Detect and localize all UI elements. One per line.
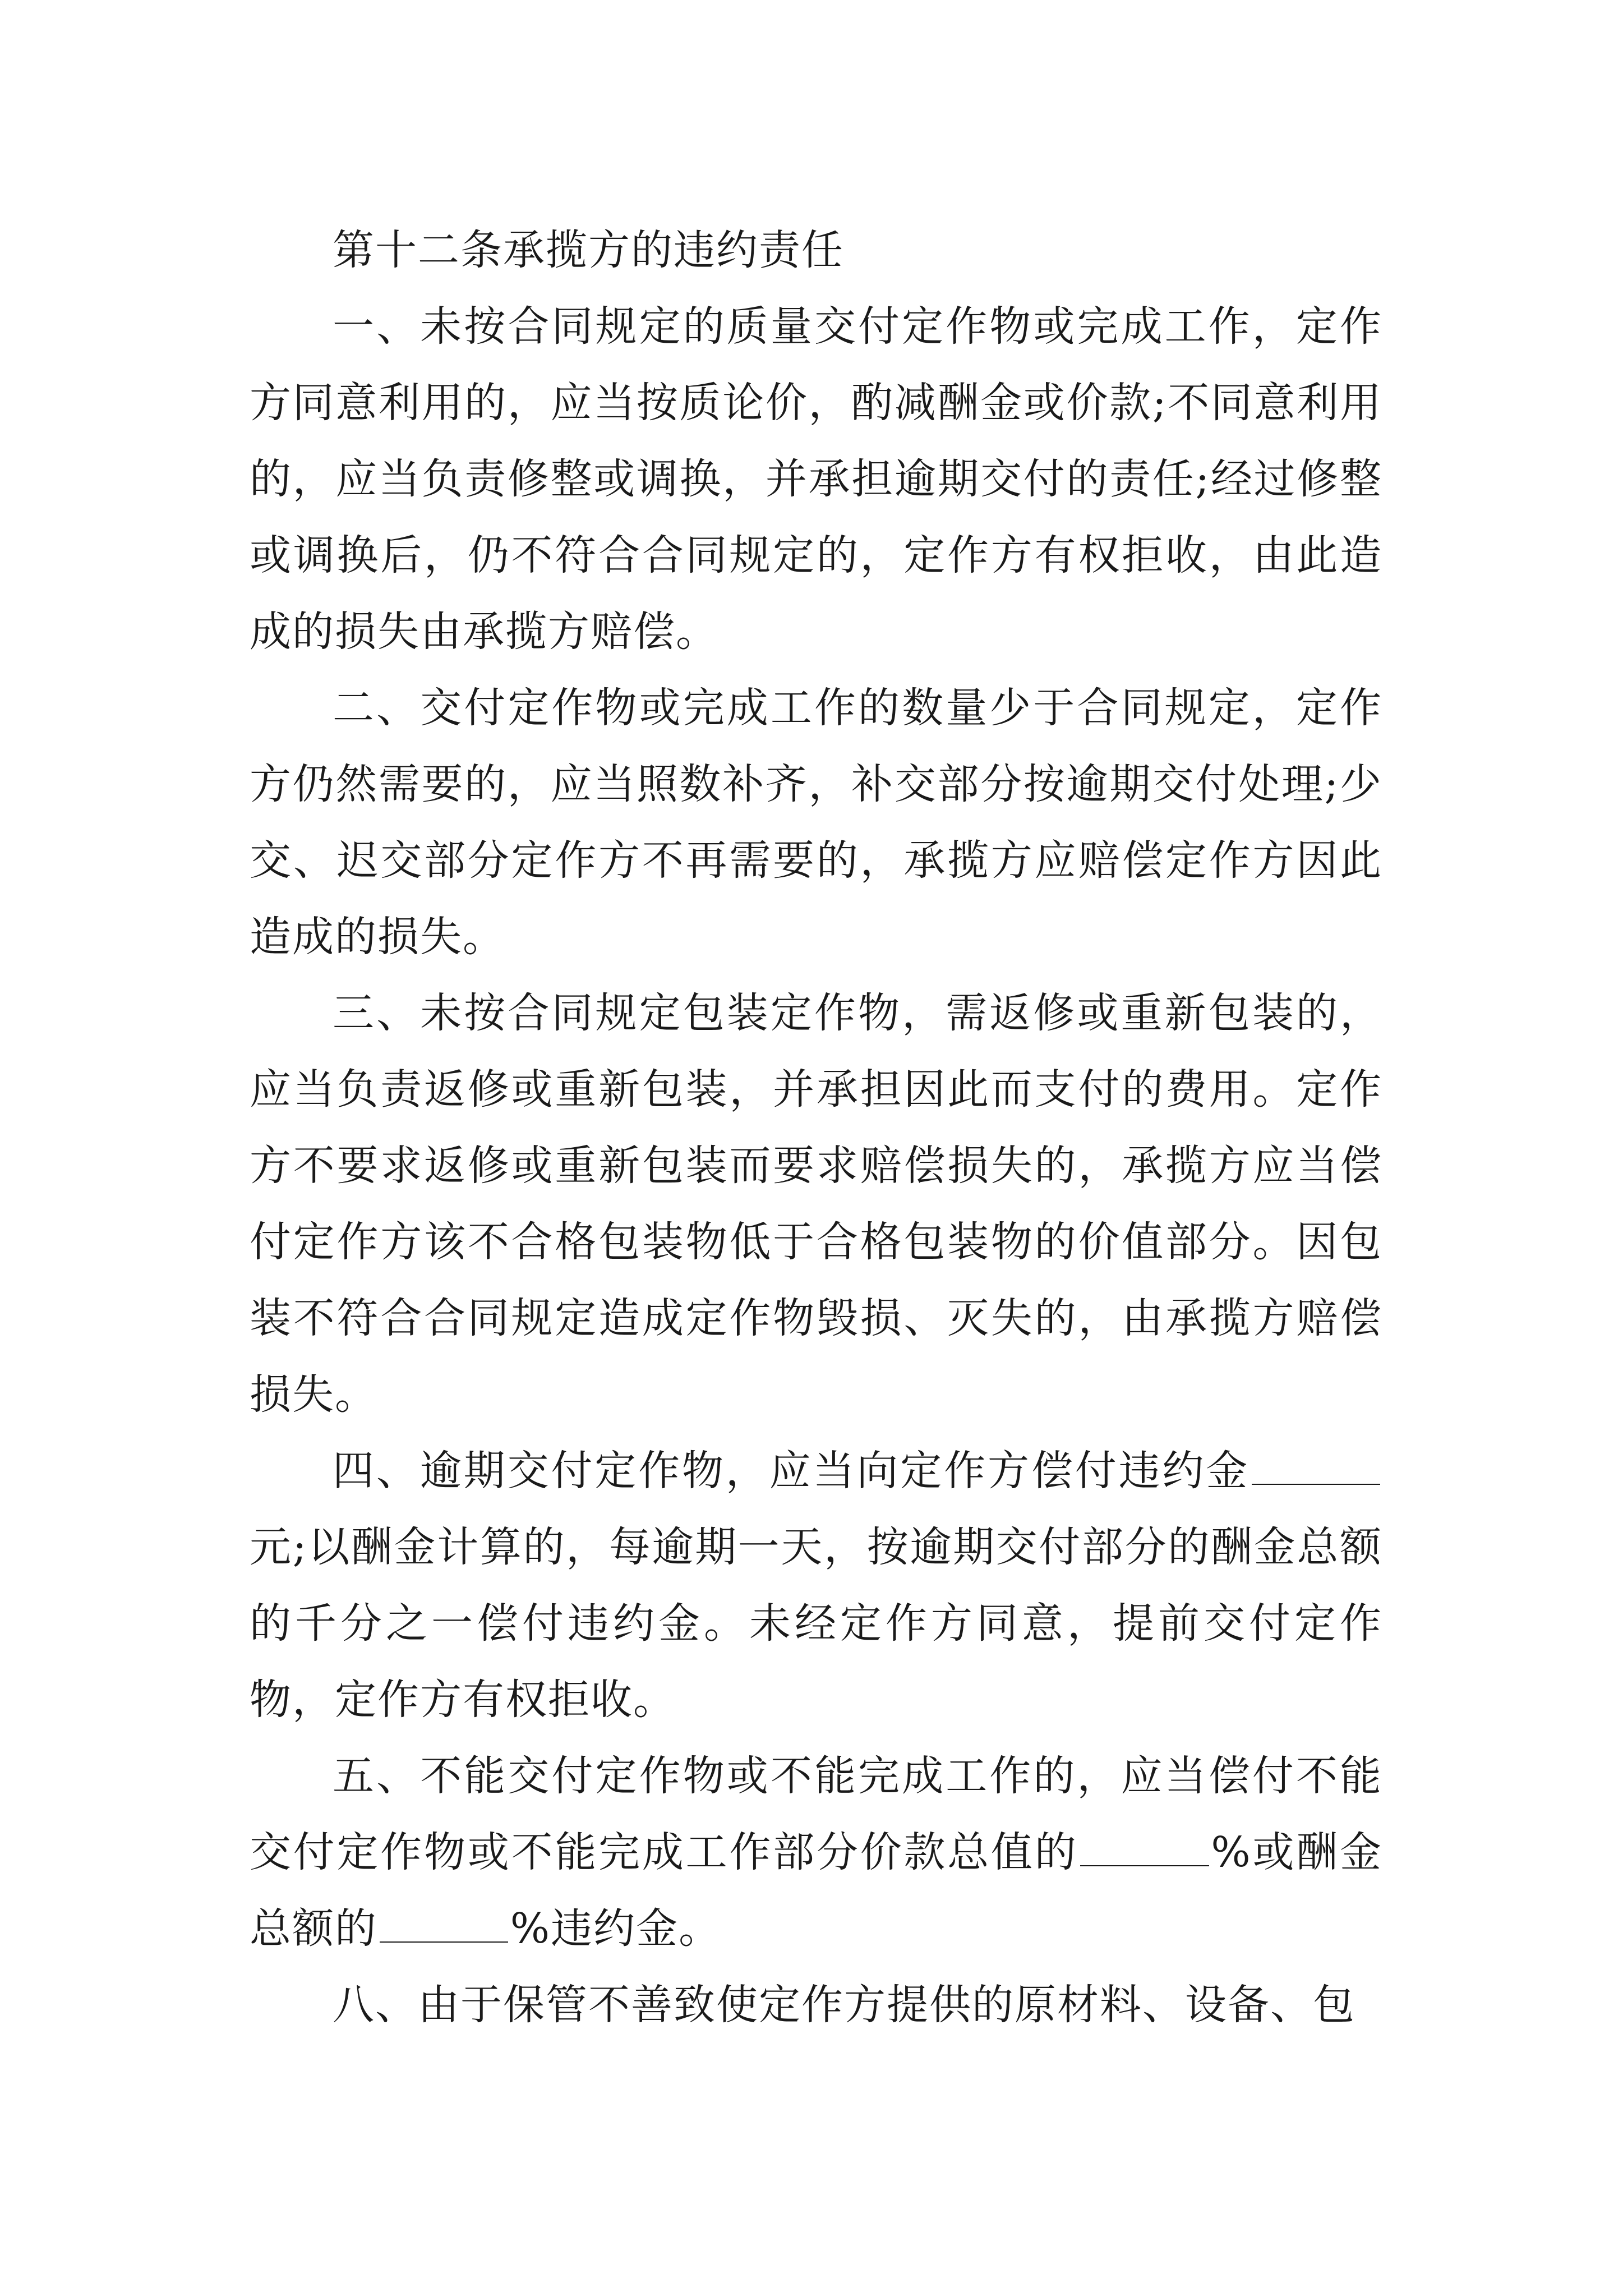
document-body [250,212,1382,2043]
clause-6: 八、由于保管不善致使定作方提供的原材料、设备、包 [333,1981,1355,2029]
percentage-blank-2[interactable] [380,1902,508,1943]
clause-2: 二、交付定作物或完成工作的数量少于合同规定，定作方仍然需要的，应当照数补齐，补交部分按逾期交付处理;少交、迟交部分定作方不再需要的，承揽方应赔偿定作方因此造成的损失。 [250,684,1382,961]
article-heading: 第十二条承揽方的违约责任 [333,226,844,274]
clause-5-text-b: %或酬金总额的 [250,1828,1382,1953]
clause-4 [250,1433,1382,1738]
clause-3: 三、未按合同规定包装定作物，需返修或重新包装的，应当负责返修或重新包装，并承担因此而支付的费用。定作方不要求返修或重新包装而要求赔偿损失的，承揽方应当偿付定作方该不合格包装物低于合格包装物的价值部分。因包装不符合合同规定造成定作物毁损、灭失的，由承揽方赔偿损失。 [250,989,1382,1419]
clause-5 [250,1738,1382,1967]
penalty-amount-blank[interactable] [1252,1444,1380,1485]
clause-4-text-a: 四、逾期交付定作物，应当向定作方偿付违约金 [333,1447,1250,1495]
clause-5-text-c: %违约金。 [510,1904,722,1953]
clause-1: 一、未按合同规定的质量交付定作物或完成工作，定作方同意利用的，应当按质论价，酌减酬金或价款;不同意利用的，应当负责修整或调换，并承担逾期交付的责任;经过修整或调换后，仍不符合合同规定的，定作方有权拒收，由此造成的损失由承揽方赔偿。 [250,302,1382,656]
clause-4-text-b: 元;以酬金计算的，每逾期一天，按逾期交付部分的酬金总额的千分之一偿付违约金。未经定作方同意，提前交付定作物，定作方有权拒收。 [250,1523,1382,1724]
clause-5-text-a: 五、不能交付定作物或不能完成工作的，应当偿付不能交付定作物或不能完成工作部分价款总值的 [250,1752,1382,1876]
percentage-blank-1[interactable] [1080,1826,1209,1866]
